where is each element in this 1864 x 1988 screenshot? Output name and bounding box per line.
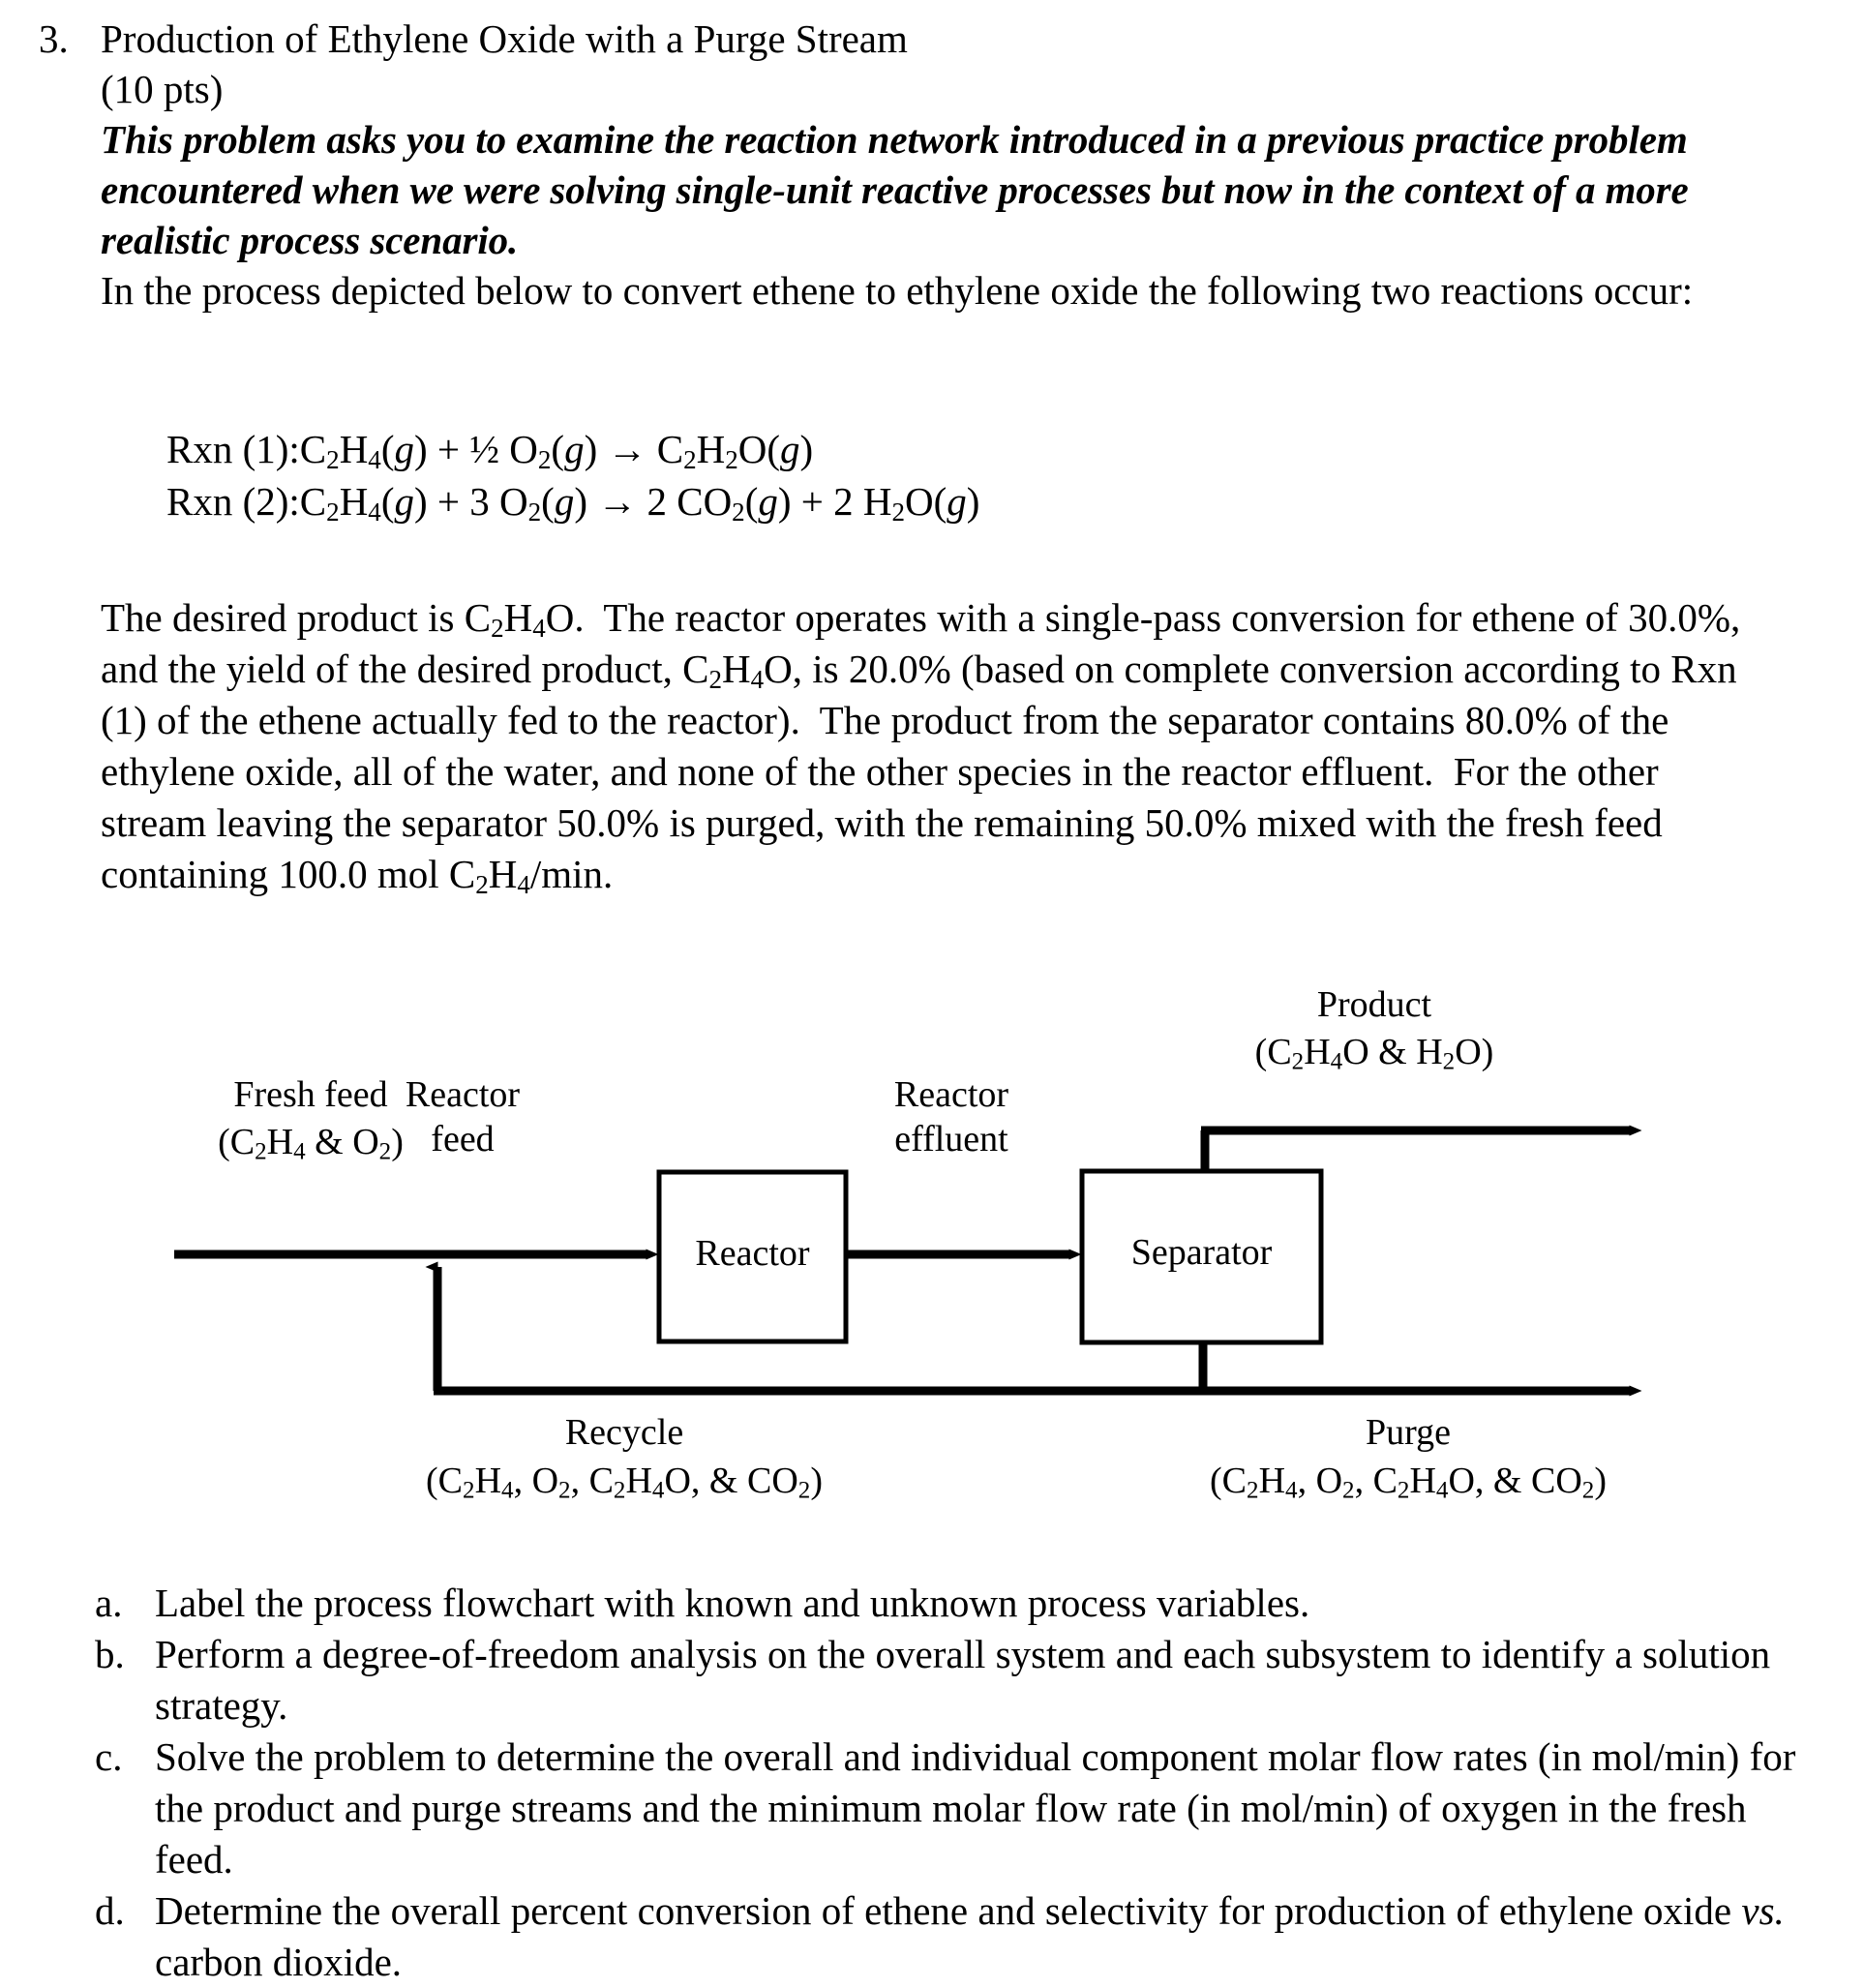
reactor-effluent-label-line2: effluent	[894, 1119, 1008, 1160]
question-text-b: Perform a degree-of-freedom analysis on the overall system and each subsystem to identify a solution strategy.	[155, 1632, 1771, 1728]
reaction-2-equation: $C_2H_4(g) + 3$ $O_2(g) \to 2$ $CO_2(g) + 2$ $H_2O(g)$	[299, 479, 980, 527]
product-composition: ($C_2H_4O$ & $H_2O$)	[1254, 1032, 1494, 1075]
question-text-d: Determine the overall percent conversion of ethene and selectivity for production of ethylene oxide vs. carbon dioxide.	[155, 1888, 1785, 1984]
recycle-label: Recycle	[564, 1412, 684, 1453]
question-list	[95, 1578, 1798, 1988]
question-letter-a: a.	[95, 1581, 123, 1625]
reaction-2-label: Rxn (2):	[166, 479, 300, 524]
question-text-a: Label the process flowchart with known and unknown process variables.	[155, 1581, 1310, 1625]
question-letter-c: c.	[95, 1734, 123, 1779]
reaction-2	[166, 475, 979, 527]
purge-label: Purge	[1366, 1412, 1451, 1453]
problem-statement	[35, 14, 1767, 316]
problem-points: (10 pts)	[101, 67, 224, 111]
reaction-equations	[166, 423, 979, 527]
question-item-d	[95, 1885, 1798, 1988]
reaction-1-equation: $C_2H_4(g)$ + ½ $O_2(g) \to C_2H_2O(g)$	[299, 427, 814, 474]
page-title: Production of Ethylene Oxide with a Purge Stream	[101, 16, 908, 61]
question-letter-b: b.	[95, 1632, 125, 1676]
fresh-feed-label: Fresh feed	[233, 1074, 388, 1115]
problem-body	[101, 14, 1767, 316]
process-flow-diagram	[0, 984, 1864, 1568]
reactor-label: Reactor	[695, 1233, 810, 1274]
question-text-c: Solve the problem to determine the overall and individual component molar flow rates (in mol/min) for the product and purge streams and the minimum molar flow rate (in mol/min) of oxygen in the fresh feed.	[155, 1734, 1796, 1882]
problem-description-paragraph: The desired product is $C_2H_4O$. The reactor operates with a single-pass conversion for ethene of 30.0%, and the yield of the desired product, $C_2H_4O$, is 20.0% (based on complete conversion according to Rxn (1) of the ethene actually fed to the reactor). The product from the separator contains 80.0% of the ethylene oxide, all of the water, and none of the other species in the reactor effluent. For the other stream leaving the separator 50.0% is purged, with the remaining 50.0% mixed with the fresh feed containing 100.0 mol $C_2H_4/\min$.	[101, 595, 1741, 899]
question-item-a	[95, 1578, 1798, 1629]
purge-composition: ($C_2H_4$, $O_2$, $C_2H_4O$, & $CO_2$)	[1210, 1461, 1607, 1504]
reactor-feed-label-line2: feed	[431, 1119, 495, 1160]
separator-label: Separator	[1130, 1232, 1273, 1273]
problem-title-row	[35, 14, 1767, 316]
question-item-b	[95, 1629, 1798, 1732]
reactor-feed-label-line1: Reactor	[405, 1074, 521, 1115]
problem-intro-italic: This problem asks you to examine the reaction network introduced in a previous practice problem encountered when we were solving single-unit reactive processes but now in the context of a more realistic process scenario.	[101, 117, 1689, 262]
question-letter-d: d.	[95, 1888, 125, 1933]
problem-lead-in: In the process depicted below to convert ethene to ethylene oxide the following two reactions occur:	[101, 268, 1694, 313]
reaction-1-label: Rxn (1):	[166, 427, 300, 471]
recycle-composition: ($C_2H_4$, $O_2$, $C_2H_4O$, & $CO_2$)	[426, 1461, 823, 1504]
reactor-effluent-label-line1: Reactor	[893, 1074, 1009, 1115]
product-label: Product	[1316, 984, 1432, 1025]
fresh-feed-composition: ($C_2H_4$ & $O_2$)	[218, 1122, 404, 1165]
reaction-1	[166, 423, 979, 475]
question-item-c	[95, 1732, 1798, 1885]
problem-number: 3.	[39, 16, 69, 61]
